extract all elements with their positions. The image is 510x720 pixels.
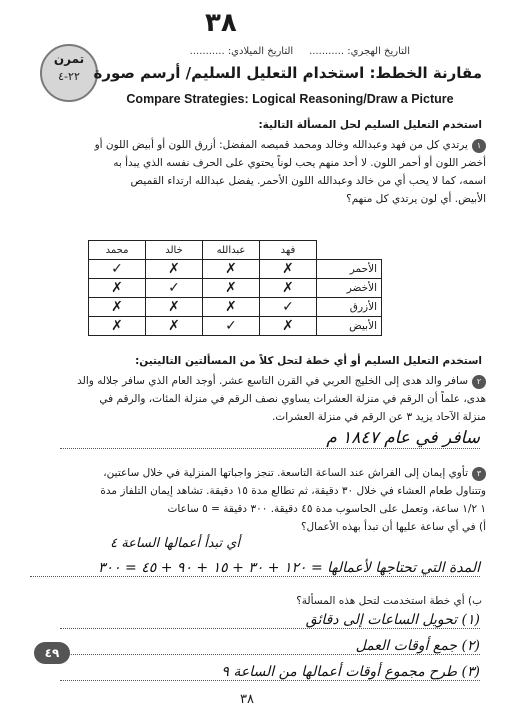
table-row bbox=[89, 298, 382, 317]
row-header: الأخضر bbox=[317, 279, 382, 298]
row-header: الأبيض bbox=[317, 317, 382, 336]
row-header: الأحمر bbox=[317, 260, 382, 279]
badge-label: تمرن bbox=[53, 52, 85, 66]
lesson-badge bbox=[40, 44, 98, 102]
problem-1-number: ١ bbox=[472, 139, 486, 153]
column-header: محمد bbox=[89, 241, 146, 260]
table-cell: ✗ bbox=[146, 298, 203, 317]
problem-2-line: هدى، علماً أن الرقم في منزلة العشرات يساوي نصف الرقم في منزلة المئات، والرقم في bbox=[99, 393, 486, 405]
page-number-top: ٣٨ bbox=[205, 8, 237, 38]
table-cell: ✗ bbox=[203, 279, 260, 298]
table-cell: ✗ bbox=[146, 317, 203, 336]
footer-page-badge: ٤٩ bbox=[34, 642, 70, 664]
intro-text: استخدم التعليل السليم لحل المسألة التالية: bbox=[258, 119, 482, 131]
table-cell: ✗ bbox=[89, 279, 146, 298]
logic-table bbox=[88, 240, 382, 336]
problem-3-line: وتتناول طعام العشاء في خلال ٣٠ دقيقة، ثم تطالع مدة ١٥ دقيقة. تشاهد إيمان التلفاز مدة bbox=[100, 485, 486, 497]
date-hijri-label: التاريخ الهجري: ........... bbox=[309, 46, 410, 57]
table-row bbox=[89, 279, 382, 298]
strategy-step: (١) تحويل الساعات إلى دقائق bbox=[60, 612, 480, 629]
table-cell: ✗ bbox=[260, 260, 317, 279]
handwritten-start-time: أي تبدأ أعمالها الساعة ٤ bbox=[110, 536, 240, 551]
table-cell: ✗ bbox=[203, 298, 260, 317]
intro-2-text: استخدم التعليل السليم أو أي خطة لتحل كلاً من المسألتين التاليتين: bbox=[135, 355, 482, 367]
date-row bbox=[120, 46, 410, 57]
problem-2-answer: سافر في عام ١٨٤٧ م bbox=[60, 428, 480, 449]
problem-2 bbox=[26, 372, 486, 426]
strategy-step: (٣) طرح مجموع أوقات أعمالها من الساعة ٩ bbox=[60, 664, 480, 681]
column-header: خالد bbox=[146, 241, 203, 260]
problem-3-line: أ) في أي ساعة عليها أن تبدأ بهذه الأعمال؟ bbox=[300, 521, 486, 533]
problem-2-line: ٢سافر والد هدى إلى الخليج العربي في القرن التاسع عشر. أوجد العام الذي سافر جلاله والد bbox=[26, 372, 486, 390]
problem-2-line: منزلة الآحاد يزيد ٣ عن الرقم في منزلة العشرات. bbox=[271, 411, 486, 423]
handwritten-calculation: المدة التي تحتاجها لأعمالها = ١٢٠ + ٣٠ + ١٥ + ٩٠ + ٤٥ = ٣٠٠ bbox=[30, 560, 480, 577]
table-row bbox=[89, 317, 382, 336]
date-gregorian-label: التاريخ الميلادي: ........... bbox=[189, 46, 294, 57]
table-cell: ✗ bbox=[89, 298, 146, 317]
column-header: عبدالله bbox=[203, 241, 260, 260]
problem-2-number: ٢ bbox=[472, 375, 486, 389]
badge-code: ٢٢-٤ bbox=[58, 70, 80, 83]
row-header: الأزرق bbox=[317, 298, 382, 317]
table-cell: ✓ bbox=[260, 298, 317, 317]
problem-1 bbox=[26, 136, 486, 208]
question-b: ب) أي خطة استخدمت لتحل هذه المسألة؟ bbox=[296, 595, 482, 607]
table-cell: ✗ bbox=[260, 317, 317, 336]
page-number-bottom: ٣٨ bbox=[240, 692, 254, 707]
problem-3-line: ١ ١/٢ ساعة، وتعمل على الحاسوب مدة ٤٥ دقيقة. ٣٠٠ دقيقة = ٥ ساعات bbox=[167, 503, 486, 515]
problem-1-line: الأبيض. أي لون يرتدي كل منهم؟ bbox=[346, 193, 486, 205]
problem-1-line: ١يرتدي كل من فهد وعبدالله وخالد ومحمد قميصه المفضل: أزرق اللون أو أبيض اللون أو bbox=[26, 136, 486, 154]
logic-grid bbox=[88, 240, 382, 336]
table-cell: ✗ bbox=[260, 279, 317, 298]
table-cell: ✓ bbox=[146, 279, 203, 298]
table-corner bbox=[317, 241, 382, 260]
table-cell: ✗ bbox=[89, 317, 146, 336]
problem-3-number: ٣ bbox=[472, 467, 486, 481]
table-cell: ✓ bbox=[89, 260, 146, 279]
problem-1-line: اسمه، كما لا يحب أي من خالد وعبدالله اللون الأحمر. يفضل عبدالله ارتداء القميص bbox=[130, 175, 486, 187]
problem-3 bbox=[26, 464, 486, 536]
arabic-title: مقارنة الخطط: استخدام التعليل السليم/ أرسم صورة bbox=[93, 64, 482, 82]
problem-3-line: ٣تأوي إيمان إلى الفراش عند الساعة التاسعة. تنجز واجباتها المنزلية في خلال ساعتين، bbox=[26, 464, 486, 482]
strategy-step: (٢) جمع أوقات العمل bbox=[60, 638, 480, 655]
column-header: فهد bbox=[260, 241, 317, 260]
table-cell: ✗ bbox=[146, 260, 203, 279]
table-cell: ✗ bbox=[203, 260, 260, 279]
english-title: Compare Strategies: Logical Reasoning/Draw a Picture bbox=[126, 92, 454, 106]
table-row bbox=[89, 260, 382, 279]
table-cell: ✓ bbox=[203, 317, 260, 336]
problem-1-line: أخضر اللون أو أحمر اللون. لا أحد منهم يحب لوناً يحتوي على الحرف نفسه الذي يبدأ به bbox=[113, 157, 486, 169]
